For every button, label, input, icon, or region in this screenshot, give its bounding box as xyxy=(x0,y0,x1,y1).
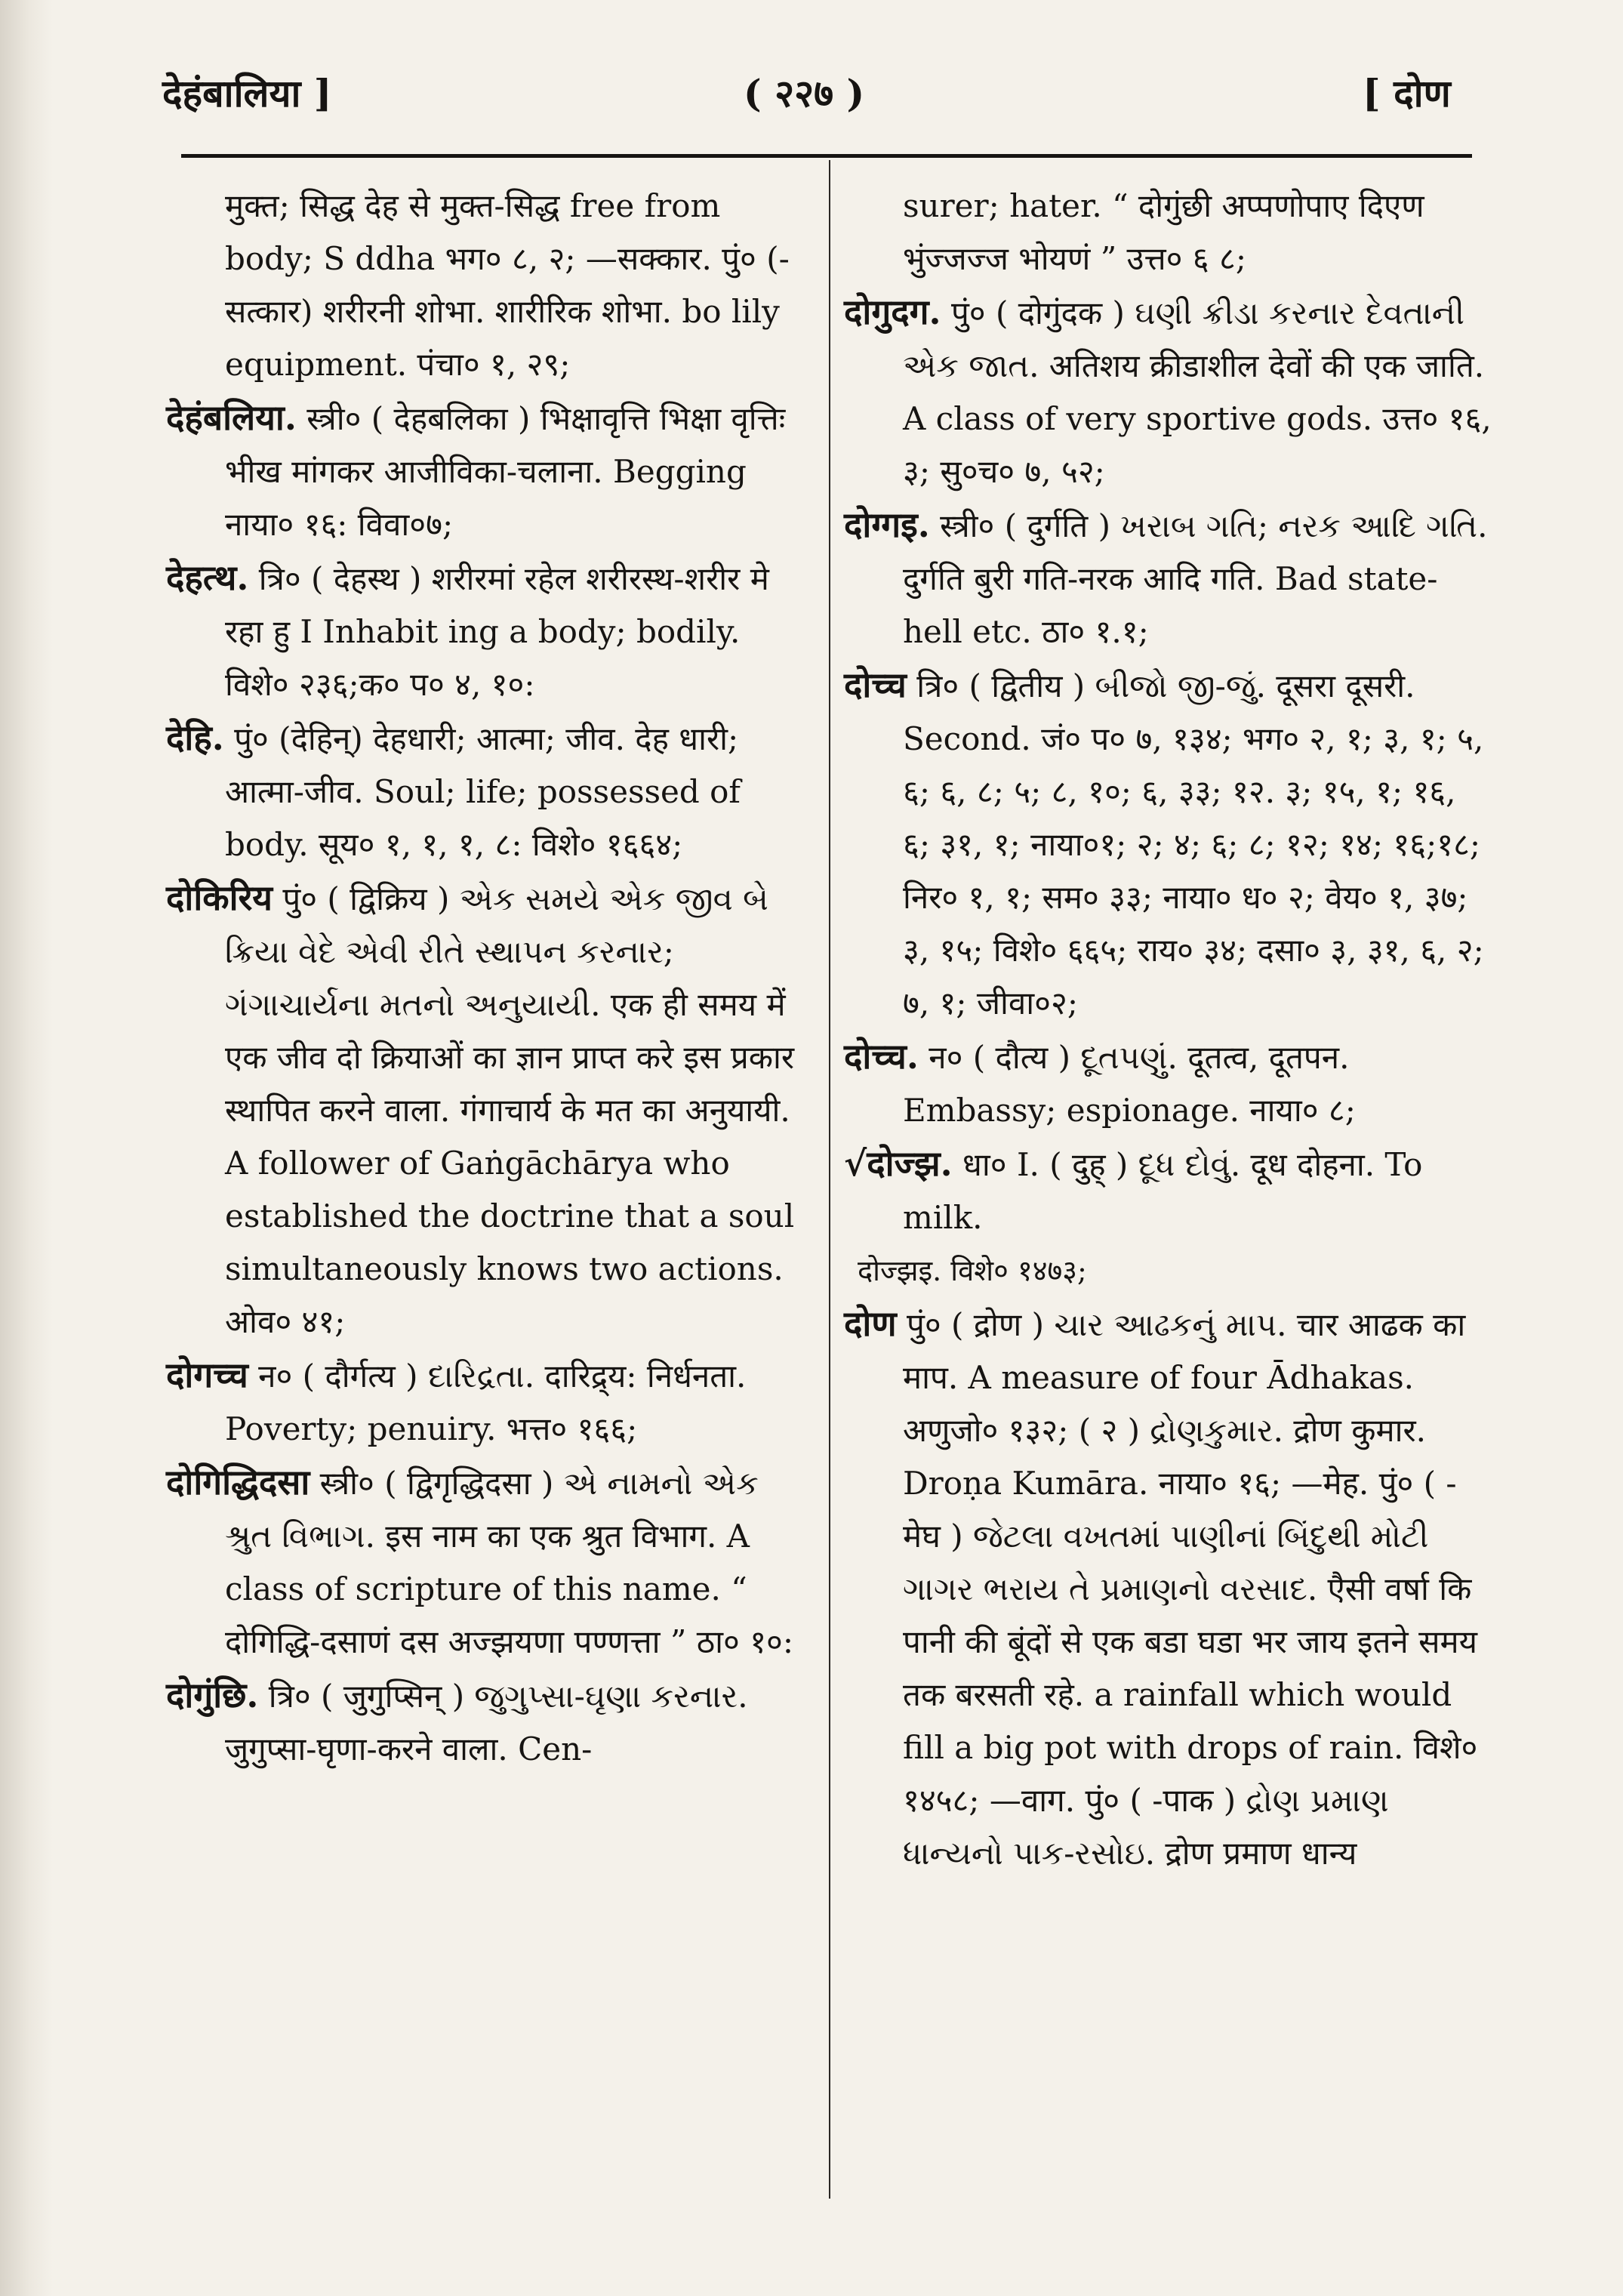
entry-text: त्रि० ( द्वितीय ) બીજો જી-જું. दूसरा दूसरी. Second. जं० प० ७, १३४; भग० २, १; ३, १; ५, ६; ६, ८; ५; ८, १०; ६, ३३; १२. ३; १५, १; १६, ६; ३१, १; नाया०१; २; ४; ६; ८; १२; १४; १६;१८; निर० १, १; सम० ३३; नाया० ध० २; वेय० १, ३७; ३, १५; विशे० ६६५; राय० ३४; दसा० ३, ३१, ६, २; ७, १; जीवा०२; xyxy=(903,667,1484,1022)
entry-text: पुं० ( द्रोण ) ચાર આઢકનું માપ. चार आढक का माप. A measure of four Ādhakas. अणुजो० १३२; ( २ ) દ્રોણકુમાર. द्रोण कुमार. Droṇa Kumāra. नाया० १६; —मेह. पुं० ( -मेघ ) જેટલા વખતમાં પાણીનાં બિંદુથી મોટી ગાગર ભરાય તે પ્રમાણનો વરસાદ. एैसी वर्षा कि पानी की बूंदों से एक बडा घडा भर जाय इतने समय तक बरसती रहे. a rainfall which would fill a big pot with drops of rain. विशे० १४५८; —वाग. पुं० ( -पाक ) દ્રોણ પ્રમાણ ધાન્યનો પાક-રસોઇ. द्रोण प्रमाण धान्य xyxy=(903,1306,1478,1872)
headword: दोग्गइ. xyxy=(844,504,930,545)
dictionary-entry xyxy=(166,1348,814,1456)
headword: देहंबलिया. xyxy=(166,397,297,438)
entry-text: मुक्त; सिद्ध देह से मुक्त-सिद्ध free from body; S ddha भग० ८, २; —सक्कार. पुं० (-सत्कार) शरीरनी शोभा. शारीरिक शोभा. bo lily equipment. पंचा० १, २९; xyxy=(225,187,790,383)
entry-text: पुं० (देहिन्) देहधारी; आत्मा; जीव. देह धारी; आत्मा-जीव. Soul; life; possessed of body. सूय० १, १, १, ८: विशे० १६६४; xyxy=(225,720,741,863)
entry-text: पुं० ( द्विक्रिय ) એક સમયે એક જીવ બે ક્રિયા વેદે એવી રીતે સ્થાપન કરનાર; ગંગાચાર્યના મતનો અનુયાયી. एक ही समय में एक जीव दो क्रियाओं का ज्ञान प्राप्त करे इस प्रकार स्थापित करने वाला. गंगाचार्य के मत का अनुयायी. A follower of Gaṅgāchārya who established the doctrine that a soul simultaneously knows two actions. ओव० ४१; xyxy=(225,880,795,1340)
headword: देहत्थ. xyxy=(166,557,249,598)
headword: दोच्च. xyxy=(844,1036,919,1077)
entry-text: स्त्री० ( द्विगृद्धिदसा ) એ નામનો એક શ્રુત વિભાગ. इस नाम का एक श्रुत विभाग. A class of scripture of this name. “ दोगिद्धि-दसाणं दस अज्झयणा पण्णत्ता ” ठा० १०: xyxy=(225,1465,794,1660)
dictionary-entry xyxy=(844,1030,1492,1137)
entry-text: न० ( दौर्गत्य ) દારિદ્રતા. दारिद्र्य: निर्धनता. Poverty; penuiry. भत्त० १६६; xyxy=(225,1358,747,1447)
headword: दोच्च xyxy=(844,664,907,705)
headword: देहि. xyxy=(166,717,224,758)
headword: दोगिद्धिदसा xyxy=(166,1462,310,1502)
headword: दोगुदग. xyxy=(844,291,941,332)
page-binding-shadow xyxy=(0,0,53,2296)
dictionary-entry xyxy=(166,180,814,391)
page-number: ( २२७ ) xyxy=(744,71,865,116)
entry-text: स्त्री० ( देहबलिका ) भिक्षावृत्ति भिक्षा वृत्तिः भीख मांगकर आजीविका-चलाना. Begging नाया० १६: विवा०७; xyxy=(225,400,786,543)
entry-text: न० ( दौत्य ) દૂતપણું. दूतत्व, दूतपन. Embassy; espionage. नाया० ८; xyxy=(903,1039,1356,1129)
dictionary-entry xyxy=(844,285,1492,498)
right-column xyxy=(844,180,1492,1880)
dictionary-entry xyxy=(166,1669,814,1776)
dictionary-entry xyxy=(844,498,1492,658)
header-rule xyxy=(181,154,1472,158)
entry-text: स्त्री० ( दुर्गति ) ખરાબ ગતિ; નરક આદિ ગતિ. दुर्गति बुरी गति-नरक आदि गति. Bad state-hell etc. ठा० १.१; xyxy=(903,507,1488,650)
running-head-right: [ दोण xyxy=(1363,71,1451,116)
dictionary-entry xyxy=(844,658,1492,1030)
page-header xyxy=(0,59,1623,127)
dictionary-entry xyxy=(844,180,1492,285)
dictionary-entry xyxy=(844,1137,1492,1244)
dictionary-entry xyxy=(166,871,814,1348)
headword: √दोज्झ. xyxy=(844,1143,953,1184)
headword: दोण xyxy=(844,1303,897,1344)
entry-text: त्रि० ( जुगुप्सिन् ) જુગુપ્સા-ઘૃણા કરનાર. जुगुप्सा-घृणा-करने वाला. Cen- xyxy=(225,1678,748,1767)
entry-text: त्रि० ( देहस्थ ) शरीरमां रहेल शरीरस्थ-शरीर मे रहा हु I Inhabit ing a body; bodily. विशे० २३६;क० प० ४, १०: xyxy=(225,560,769,703)
dictionary-entry xyxy=(166,551,814,711)
entry-text: surer; hater. “ दोगुंछी अप्पणोपाए दिएण भुंज्जज्ज भोयणं ” उत्त० ६ ८; xyxy=(903,187,1424,277)
entry-text: धा० I. ( दुह् ) દૂધ દોવું. दूध दोहना. To milk. xyxy=(903,1146,1423,1236)
dictionary-entry xyxy=(844,1297,1492,1880)
dictionary-entry xyxy=(166,711,814,871)
headword: दोगुंछि. xyxy=(166,1675,259,1715)
dictionary-subentry xyxy=(844,1244,1492,1297)
column-divider xyxy=(829,160,830,2199)
entry-text: पुं० ( दोगुंदक ) ઘણી ક્રીડા કરનાર દેવતાની એક જાત. अतिशय क्रीडाशील देवों की एक जाति. A class of very sportive gods. उत्त० १६, ३; सु०च० ७, ५२; xyxy=(903,294,1492,490)
entry-text: दोज्झइ. विशे० १४७३; xyxy=(858,1254,1087,1287)
headword: दोगच्च xyxy=(166,1354,248,1395)
running-head-left: देहंबालिया ] xyxy=(162,71,332,116)
dictionary-entry xyxy=(166,391,814,551)
headword: दोकिरिय xyxy=(166,877,273,918)
dictionary-entry xyxy=(166,1456,814,1669)
left-column xyxy=(166,180,814,1776)
